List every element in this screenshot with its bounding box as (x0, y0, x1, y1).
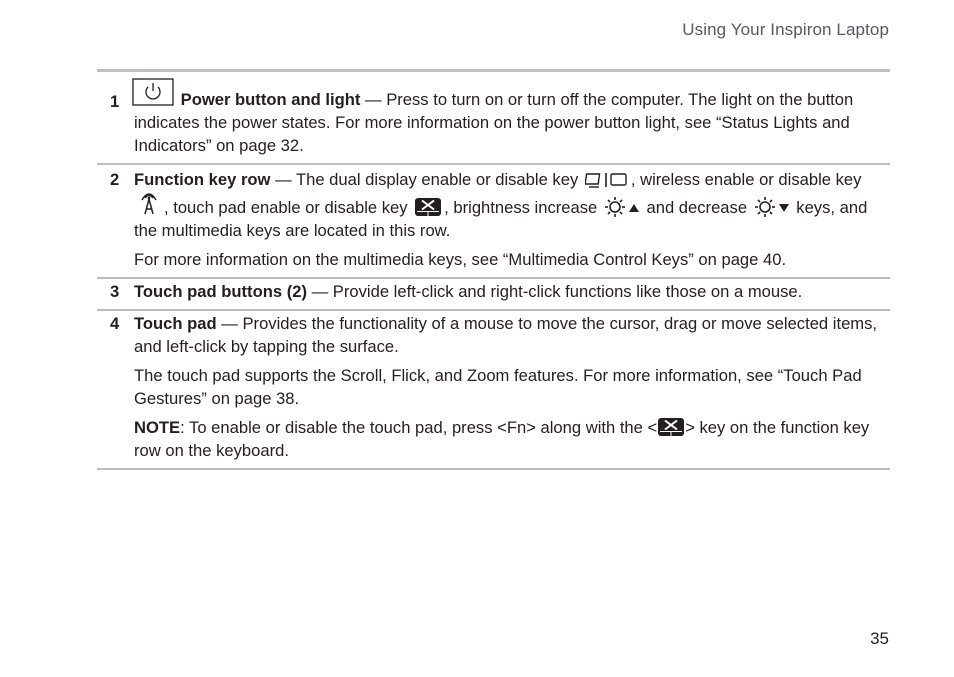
callout-row-4 (97, 311, 890, 470)
running-head: Using Your Inspiron Laptop (682, 20, 889, 39)
callout-table (97, 69, 890, 470)
callout-number: 3 (110, 282, 120, 301)
callout-term: Touch pad buttons (2) (134, 282, 307, 301)
wireless-antenna-icon (136, 191, 162, 215)
touchpad-toggle-icon (414, 197, 442, 217)
brightness-increase-icon (604, 197, 640, 217)
page-number: 35 (870, 629, 889, 648)
note-text: > key on the function key row on the keyboard. (134, 418, 870, 460)
callout-description (134, 168, 882, 242)
callout-text: , brightness increase (444, 198, 602, 217)
touchpad-toggle-icon (657, 417, 685, 437)
callout-number: 1 (110, 92, 120, 111)
note-text: : To enable or disable the touch pad, press <Fn> along with the < (180, 418, 658, 437)
callout-term: Touch pad (134, 314, 217, 333)
callout-description (134, 312, 882, 358)
callout-term: Power button and light (180, 90, 361, 109)
callout-text: keys, and the multimedia keys are located in this row. (134, 198, 868, 240)
note-label: NOTE (134, 418, 181, 437)
callout-row-1 (97, 72, 890, 165)
callout-text: — Provides the functionality of a mouse to move the cursor, drag or move selected items, and left-click by tapping the surface. (134, 314, 878, 356)
callout-paragraph: For more information on the multimedia keys, see “Multimedia Control Keys” on page 40. (134, 250, 787, 269)
callout-text: — Press to turn on or turn off the computer. The light on the button indicates the power states. For more information on the power button light, see “Status Lights and Indicators” on page 32. (134, 90, 854, 155)
power-button-icon (132, 78, 174, 106)
callout-text: — The dual display enable or disable key (270, 170, 583, 189)
callout-description (134, 78, 882, 157)
callout-row-2 (97, 165, 890, 279)
callout-text: — Provide left-click and right-click functions like those on a mouse. (306, 282, 803, 301)
brightness-decrease-icon (754, 197, 790, 217)
callout-text: , touch pad enable or disable key (164, 198, 413, 217)
callout-number: 4 (110, 314, 120, 333)
callout-number: 2 (110, 170, 120, 189)
callout-text: and decrease (641, 198, 752, 217)
callout-description (134, 280, 882, 303)
note-paragraph (134, 416, 882, 462)
callout-paragraph: The touch pad supports the Scroll, Flick, and Zoom features. For more information, see “Touch Pad Gestures” on page 38. (134, 366, 862, 408)
callout-text: , wireless enable or disable key (630, 170, 862, 189)
callout-row-3 (97, 279, 890, 311)
callout-term: Function key row (134, 170, 271, 189)
dual-display-icon (585, 171, 629, 189)
